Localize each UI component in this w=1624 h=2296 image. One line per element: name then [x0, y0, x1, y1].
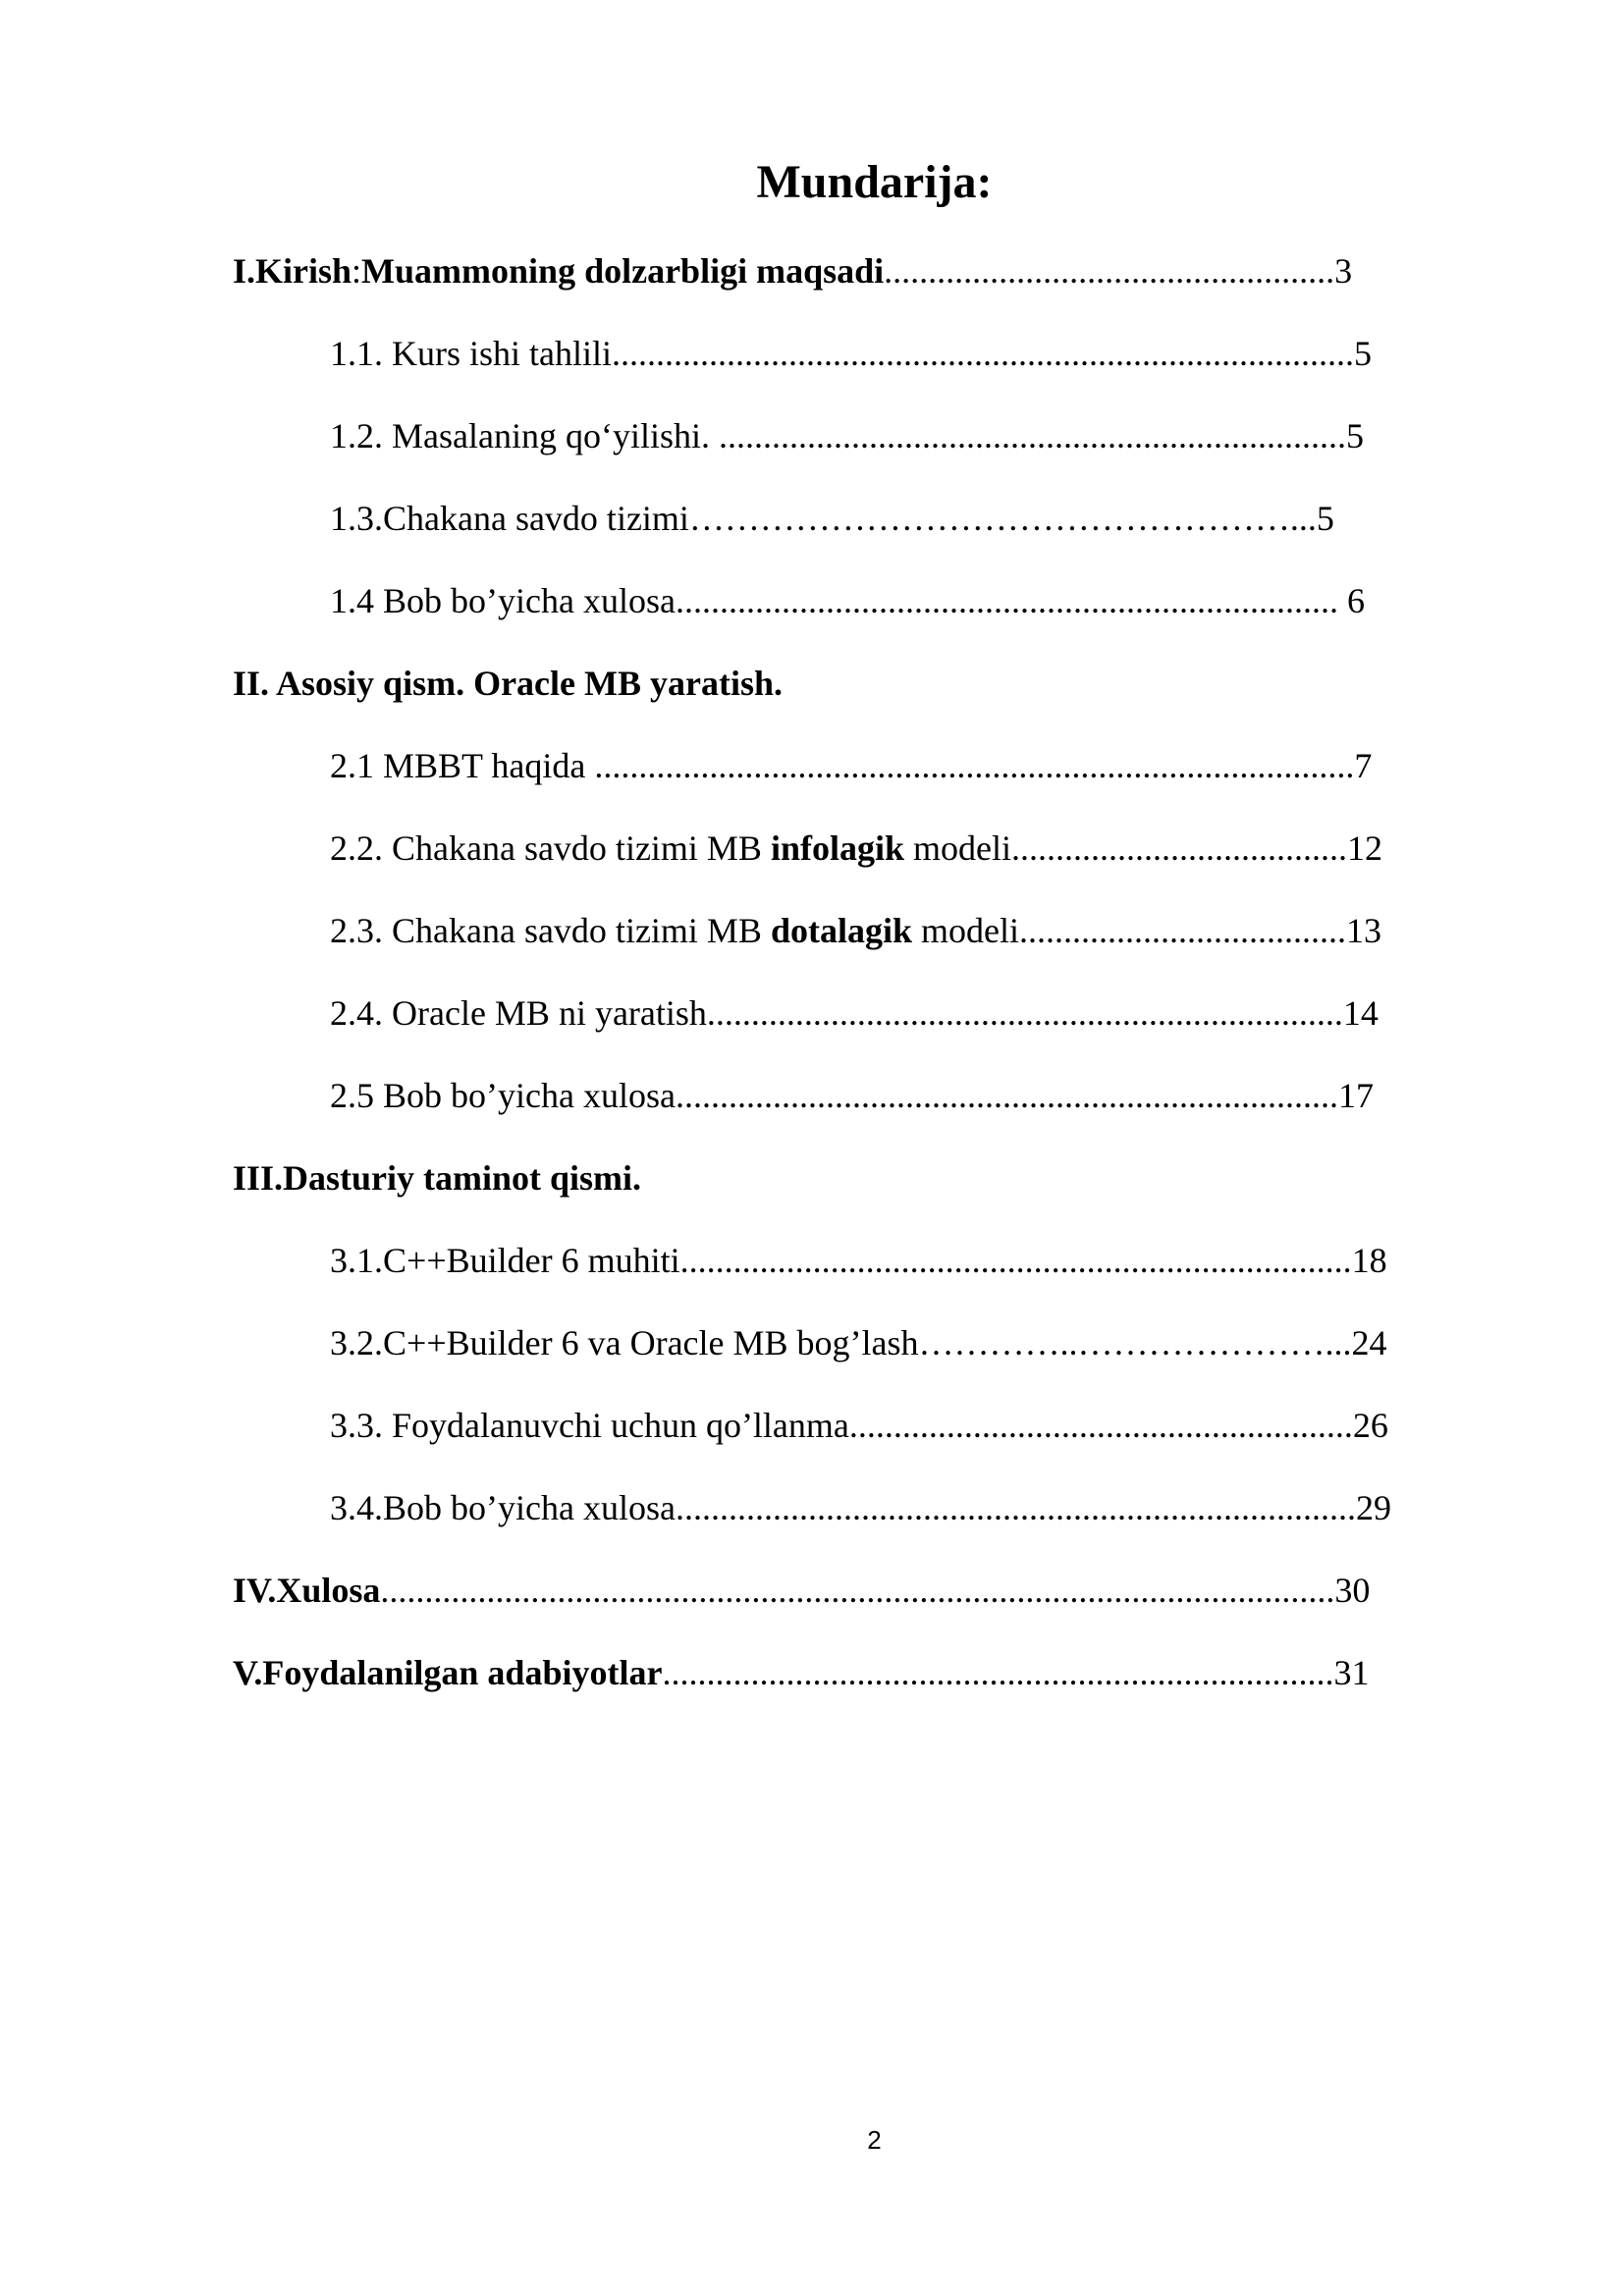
toc-entry-text: 3.1.C++Builder 6 muhiti............................................................................18: [330, 1241, 1387, 1280]
toc-entry-3-1: [330, 1231, 1387, 1290]
toc-entry-text: 1.3.Chakana savdo tizimi……………………………………………...5: [330, 499, 1334, 538]
toc-entry-text: 1.4 Bob bo’yicha xulosa........................................................................... 6: [330, 581, 1365, 620]
toc-entry-2-1: [330, 736, 1372, 795]
toc-entry-label: I.Kirish: [233, 251, 352, 291]
toc-entry-2-4: [330, 984, 1379, 1042]
toc-entry-3-3: [330, 1396, 1388, 1455]
toc-entry-subtitle: Muammoning dolzarbligi maqsadi: [361, 251, 885, 291]
toc-entry-3-2: [330, 1313, 1387, 1372]
toc-entry-chapter-3: [233, 1148, 641, 1207]
toc-entry-chapter-2: [233, 654, 783, 713]
toc-entry-heading: II. Asosiy qism. Oracle MB yaratish.: [233, 664, 784, 703]
toc-entry-text: 2.1 MBBT haqida ......................................................................................7: [330, 746, 1373, 785]
toc-entry-introduction: [233, 241, 1352, 300]
toc-entry-text: 2.3. Chakana savdo tizimi MB: [330, 911, 771, 950]
toc-entry-leader-page: ............................................................................................................30: [380, 1571, 1371, 1610]
toc-entry-text: modeli.....................................13: [912, 911, 1381, 950]
toc-entry-leader-page: ...................................................3: [884, 251, 1353, 291]
toc-entry-1-2: [330, 406, 1364, 465]
toc-entry-heading: III.Dasturiy taminot qismi.: [233, 1158, 642, 1198]
toc-entry-text: 3.3. Foydalanuvchi uchun qo’llanma.........................................................26: [330, 1406, 1388, 1445]
toc-entry-bold-word: infolagik: [770, 828, 904, 868]
toc-entry-3-4: [330, 1478, 1391, 1537]
toc-entry-text: 3.4.Bob bo’yicha xulosa.............................................................................29: [330, 1488, 1391, 1527]
toc-entry-2-5: [330, 1066, 1374, 1125]
toc-entry-leader-page: ............................................................................31: [662, 1653, 1370, 1692]
toc-entry-text: 2.4. Oracle MB ni yaratish........................................................................14: [330, 993, 1379, 1033]
toc-entry-text: 2.2. Chakana savdo tizimi MB: [330, 828, 771, 868]
toc-entry-text: 1.2. Masalaning qo‘yilishi. .......................................................................5: [330, 416, 1364, 455]
toc-entry-1-3: [330, 489, 1334, 548]
toc-entry-text: 2.5 Bob bo’yicha xulosa...........................................................................17: [330, 1076, 1374, 1115]
page-number: 2: [867, 2125, 882, 2155]
toc-entry-conclusion: [233, 1561, 1370, 1620]
toc-entry-2-2: [330, 819, 1382, 878]
toc-title: Mundarija:: [756, 156, 993, 208]
toc-entry-1-1: [330, 324, 1372, 383]
toc-entry-1-4: [330, 571, 1365, 630]
toc-entry-text: modeli......................................12: [904, 828, 1382, 868]
toc-entry-separator: :: [352, 251, 362, 291]
toc-entry-heading: IV.Xulosa: [233, 1571, 381, 1610]
toc-entry-references: [233, 1643, 1369, 1702]
toc-entry-2-3: [330, 901, 1381, 960]
toc-entry-heading: V.Foydalanilgan adabiyotlar: [233, 1653, 663, 1692]
toc-entry-bold-word: dotalagik: [770, 911, 912, 950]
toc-entry-text: 3.2.C++Builder 6 va Oracle MB bog’lash…………..…………………...24: [330, 1323, 1387, 1362]
toc-entry-text: 1.1. Kurs ishi tahlili....................................................................................5: [330, 334, 1372, 373]
